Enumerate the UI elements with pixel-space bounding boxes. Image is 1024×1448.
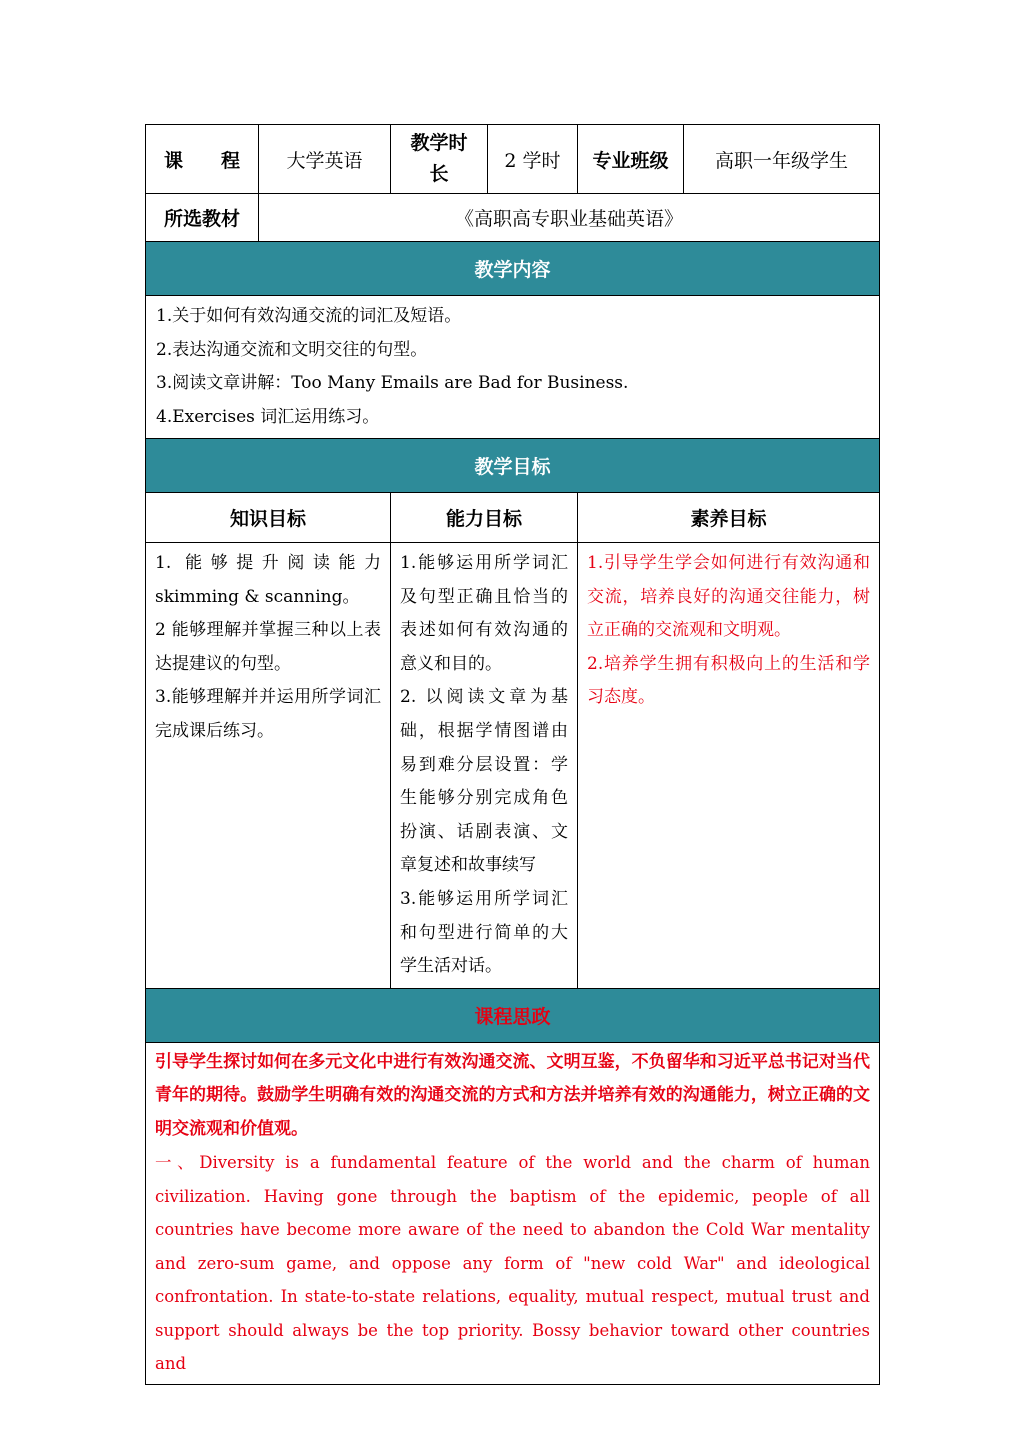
literacy-goal-item: 2.培养学生拥有积极向上的生活和学习态度。 <box>587 653 870 708</box>
ideology-content <box>146 1042 880 1384</box>
literacy-goals <box>578 543 880 989</box>
lesson-plan-table <box>145 124 880 1385</box>
content-item: 1.关于如何有效沟通交流的词汇及短语。 <box>156 306 462 326</box>
literacy-goal-item: 1.引导学生学会如何进行有效沟通和交流，培养良好的沟通交往能力，树立正确的交流观和文明观。 <box>587 553 870 641</box>
content-item: 3.阅读文章讲解：Too Many Emails are Bad for Business. <box>156 373 629 393</box>
knowledge-goal-header: 知识目标 <box>146 493 391 543</box>
teaching-content-list <box>146 296 880 439</box>
content-item: 4.Exercises 词汇运用练习。 <box>156 406 380 427</box>
ideology-title: 课程思政 <box>146 988 880 1042</box>
ideology-summary: 引导学生探讨如何在多元文化中进行有效沟通交流、文明互鉴，不负留华和习近平总书记对当代青年的期待。鼓励学生明确有效的沟通交流的方式和方法并培养有效的沟通能力，树立正确的文明交流观和价值观。 <box>155 1051 870 1139</box>
textbook-row <box>146 194 880 242</box>
knowledge-goal-item: 2 能够理解并掌握三种以上表达提建议的句型。 <box>155 620 381 674</box>
ideology-paragraph: 一、Diversity is a fundamental feature of the world and the charm of human civilization. Having gone through the baptism of the epidemic, people of all countries have become more aware of the need to abandon the Cold War mentality and zero-sum game, and oppose any form of "new cold War" and ideological confrontation. In state-to-state relations, equality, mutual respect, mutual trust and support should always be the top priority. Bossy behavior toward other countries and <box>155 1153 870 1374</box>
hours-label-line2: 长 <box>429 163 449 185</box>
ideology-row <box>146 1042 880 1384</box>
ability-goal-header: 能力目标 <box>391 493 578 543</box>
textbook-value: 《高职高专职业基础英语》 <box>259 194 880 242</box>
teaching-content-title: 教学内容 <box>146 242 880 296</box>
goals-row <box>146 543 880 989</box>
ideology-header-row <box>146 988 880 1042</box>
knowledge-goal-item: 3.能够理解并并运用所学词汇完成课后练习。 <box>155 687 381 741</box>
class-value: 高职一年级学生 <box>684 125 880 194</box>
goals-column-headers <box>146 493 880 543</box>
content-item: 2.表达沟通交流和文明交往的句型。 <box>156 339 428 360</box>
course-value: 大学英语 <box>259 125 391 194</box>
ability-goals <box>391 543 578 989</box>
literacy-goal-header: 素养目标 <box>578 493 880 543</box>
ability-goal-item: 2. 以阅读文章为基础，根据学情图谱由易到难分层设置：学生能够分别完成角色扮演、话剧表演、文章复述和故事续写 <box>400 687 568 876</box>
header-row <box>146 125 880 194</box>
textbook-label: 所选教材 <box>146 194 259 242</box>
knowledge-goals <box>146 543 391 989</box>
hours-value: 2 学时 <box>488 125 578 194</box>
teaching-goals-header-row <box>146 439 880 493</box>
ability-goal-item: 3.能够运用所学词汇和句型进行简单的大学生活对话。 <box>400 888 568 977</box>
teaching-goals-title: 教学目标 <box>146 439 880 493</box>
knowledge-goal-item: 1. 能够提升阅读能力 skimming & scanning。 <box>155 553 381 607</box>
course-label: 课 程 <box>146 125 259 194</box>
hours-label <box>391 125 488 194</box>
hours-label-line1: 教学时 <box>410 132 468 154</box>
teaching-content-header-row <box>146 242 880 296</box>
class-label: 专业班级 <box>578 125 684 194</box>
teaching-content-row <box>146 296 880 439</box>
ability-goal-item: 1.能够运用所学词汇及句型正确且恰当的表述如何有效沟通的意义和目的。 <box>400 553 568 674</box>
